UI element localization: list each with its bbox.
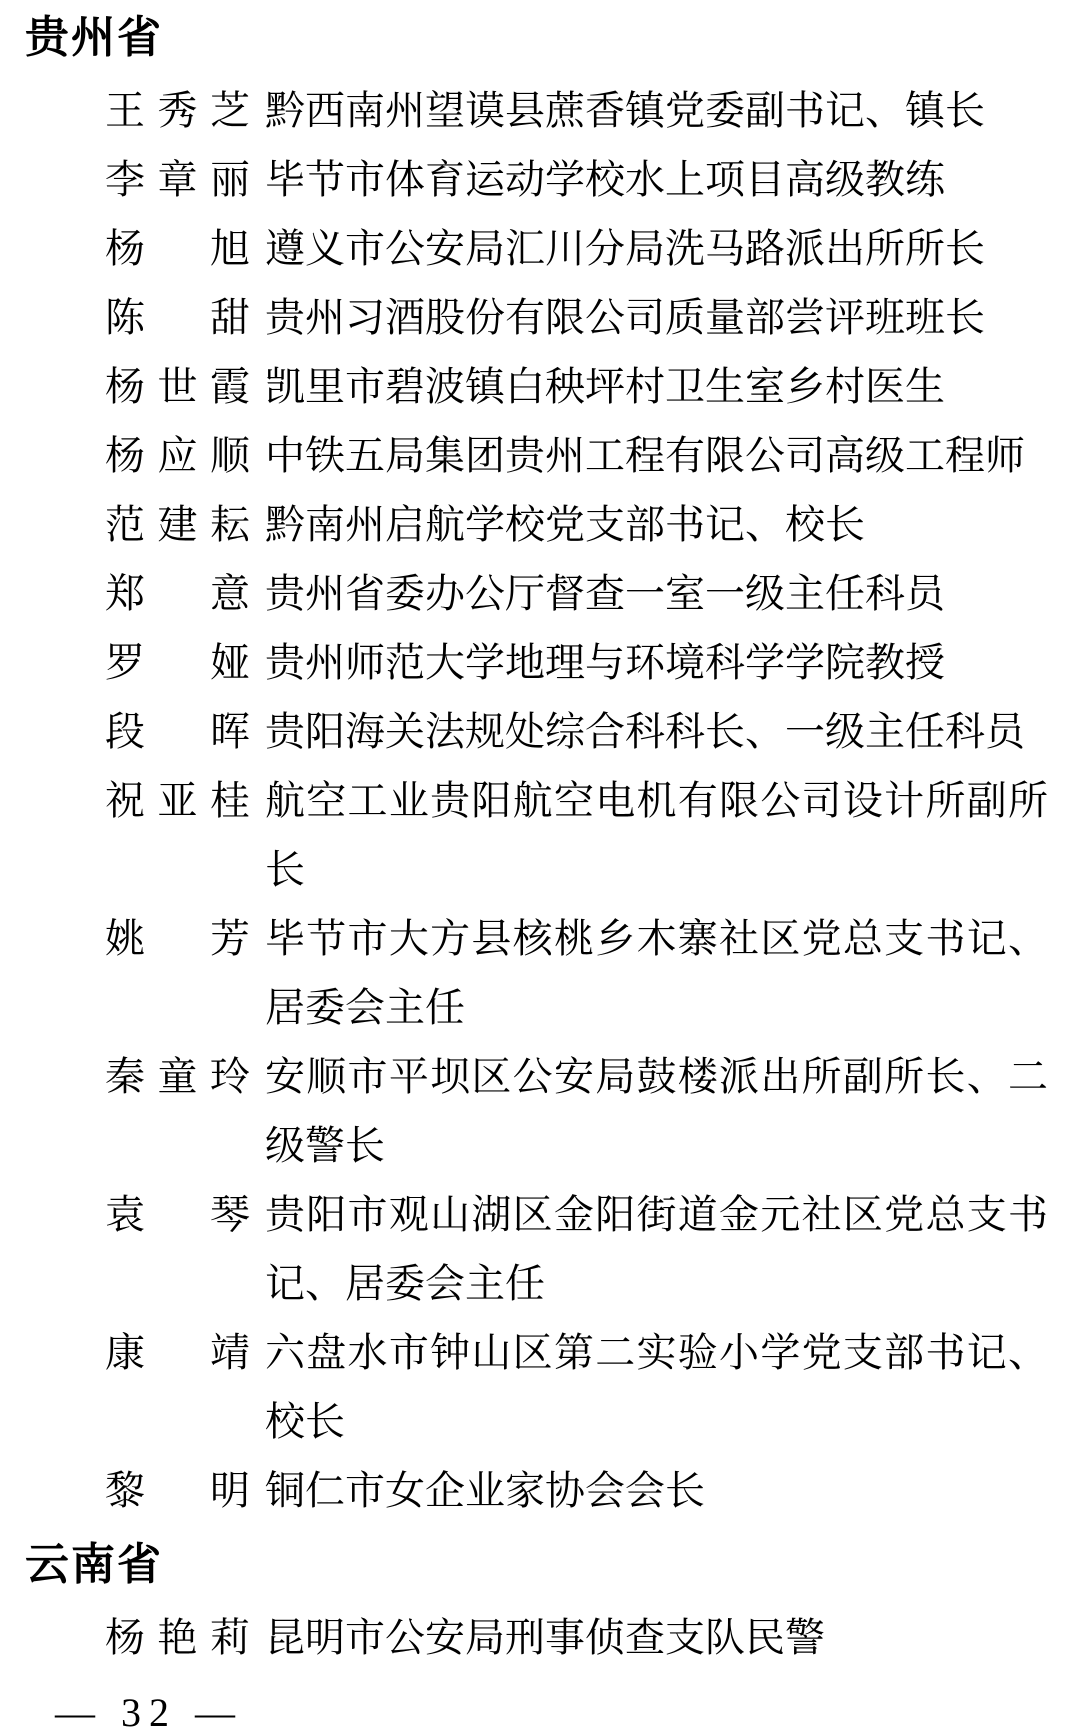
award-entry (105, 214, 1080, 283)
person-position: 黔西南州望谟县蔗香镇党委副书记、镇长 (265, 88, 985, 133)
award-entry (105, 1318, 1080, 1456)
province-section (0, 14, 1080, 1525)
award-entry (105, 283, 1080, 352)
person-name: 康 靖 (105, 1330, 250, 1375)
person-position: 黔南州启航学校党支部书记、校长 (265, 502, 865, 547)
award-entry (105, 1603, 1080, 1672)
person-name: 姚 芳 (105, 916, 250, 961)
award-entry (105, 1042, 1080, 1180)
page-number: — 32 — (55, 1690, 243, 1735)
award-entry (105, 1180, 1080, 1318)
person-position: 贵阳市观山湖区金阳街道金元社区党总支书记、居委会主任 (265, 1192, 1048, 1306)
person-name: 袁 琴 (105, 1192, 250, 1237)
person-name: 杨 旭 (105, 226, 250, 271)
person-position: 六盘水市钟山区第二实验小学党支部书记、校长 (265, 1330, 1048, 1444)
province-section (0, 1541, 1080, 1672)
person-name: 祝亚桂 (105, 778, 250, 823)
award-entry (105, 490, 1080, 559)
person-position: 遵义市公安局汇川分局洗马路派出所所长 (265, 226, 985, 271)
person-name: 杨应顺 (105, 433, 250, 478)
province-entries (0, 1603, 1080, 1672)
person-name: 黎 明 (105, 1468, 250, 1513)
award-entry (105, 421, 1080, 490)
person-position: 铜仁市女企业家协会会长 (265, 1468, 705, 1513)
award-entry (105, 628, 1080, 697)
person-position: 贵州师范大学地理与环境科学学院教授 (265, 640, 945, 685)
person-name: 杨世霞 (105, 364, 250, 409)
person-name: 范建耘 (105, 502, 250, 547)
person-position: 昆明市公安局刑事侦查支队民警 (265, 1615, 825, 1660)
person-name: 郑 意 (105, 571, 250, 616)
honoree-list (0, 14, 1080, 1672)
province-heading: 贵州省 (25, 13, 163, 62)
person-position: 中铁五局集团贵州工程有限公司高级工程师 (265, 433, 1025, 478)
province-entries (0, 76, 1080, 1525)
person-name: 杨艳莉 (105, 1615, 250, 1660)
award-entry (105, 766, 1080, 904)
award-entry (105, 145, 1080, 214)
person-position: 毕节市大方县核桃乡木寨社区党总支书记、居委会主任 (265, 916, 1048, 1030)
person-position: 航空工业贵阳航空电机有限公司设计所副所长 (265, 778, 1048, 892)
award-entry (105, 76, 1080, 145)
person-name: 李章丽 (105, 157, 250, 202)
person-name: 段 晖 (105, 709, 250, 754)
award-entry (105, 697, 1080, 766)
person-name: 王秀芝 (105, 88, 250, 133)
person-name: 陈 甜 (105, 295, 250, 340)
person-position: 贵州省委办公厅督查一室一级主任科员 (265, 571, 945, 616)
person-name: 秦童玲 (105, 1054, 250, 1099)
award-entry (105, 559, 1080, 628)
person-name: 罗 娅 (105, 640, 250, 685)
award-entry (105, 1456, 1080, 1525)
person-position: 贵阳海关法规处综合科科长、一级主任科员 (265, 709, 1025, 754)
award-entry (105, 352, 1080, 421)
person-position: 毕节市体育运动学校水上项目高级教练 (265, 157, 945, 202)
province-heading: 云南省 (25, 1540, 163, 1589)
person-position: 凯里市碧波镇白秧坪村卫生室乡村医生 (265, 364, 945, 409)
person-position: 贵州习酒股份有限公司质量部尝评班班长 (265, 295, 985, 340)
award-entry (105, 904, 1080, 1042)
person-position: 安顺市平坝区公安局鼓楼派出所副所长、二级警长 (265, 1054, 1048, 1168)
